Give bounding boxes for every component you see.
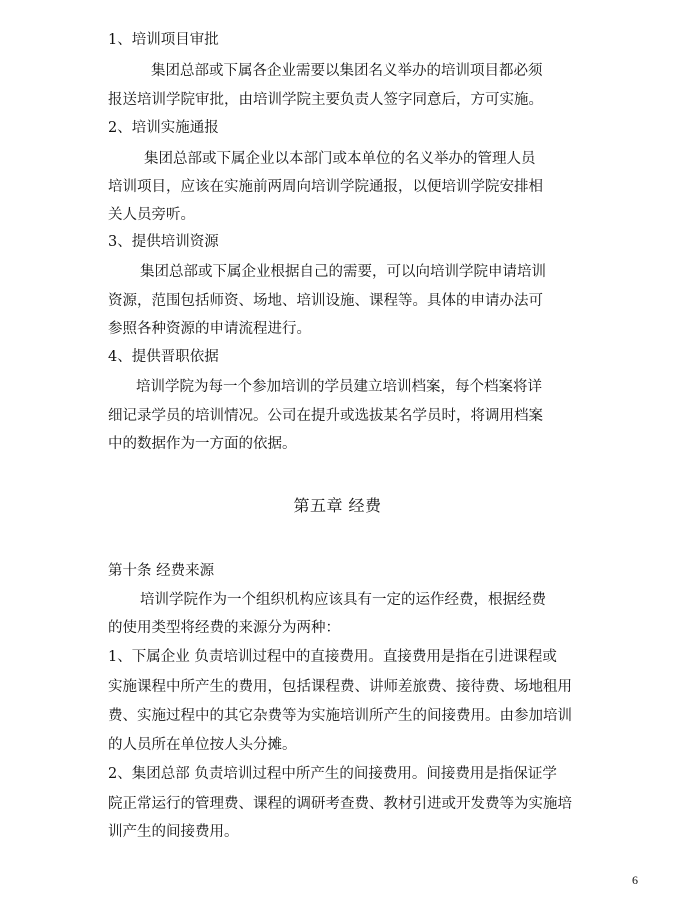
funding-item-1-line: 1、下属企业 负责培训过程中的直接费用。直接费用是指在引进课程或 [108, 649, 557, 665]
item-3-heading: 3、提供培训资源 [108, 234, 219, 250]
chapter-title: 第五章 经费 [293, 496, 382, 515]
item-4-text-line: 中的数据作为一方面的依据。 [108, 436, 297, 452]
funding-item-1-line: 实施课程中所产生的费用，包括课程费、讲师差旅费、接待费、场地租用 [108, 679, 572, 695]
item-2-text-line: 关人员旁听。 [108, 207, 195, 223]
item-3-text-line: 集团总部或下属企业根据自己的需要，可以向培训学院申请培训 [140, 264, 546, 280]
item-1-text-line: 集团总部或下属各企业需要以集团名义举办的培训项目都必须 [151, 63, 543, 79]
item-2-text-line: 培训项目，应该在实施前两周向培训学院通报，以便培训学院安排相 [108, 179, 543, 195]
page-number: 6 [632, 873, 638, 887]
item-3-text-line: 资源，范围包括师资、场地、培训设施、课程等。具体的申请办法可 [108, 293, 543, 309]
item-1-heading: 1、培训项目审批 [108, 32, 219, 48]
item-4-text-line: 培训学院为每一个参加培训的学员建立培训档案，每个档案将详 [136, 379, 542, 395]
article-heading: 第十条 经费来源 [108, 563, 215, 579]
article-text-line: 培训学院作为一个组织机构应该具有一定的运作经费，根据经费 [140, 592, 546, 608]
funding-item-1-line: 的人员所在单位按人头分摊。 [108, 737, 297, 753]
article-text-line: 的使用类型将经费的来源分为两种： [108, 620, 340, 636]
item-2-heading: 2、培训实施通报 [108, 120, 219, 136]
funding-item-2-line: 2、集团总部 负责培训过程中所产生的间接费用。间接费用是指保证学 [108, 766, 557, 782]
item-1-text-line: 报送培训学院审批，由培训学院主要负责人签字同意后，方可实施。 [108, 92, 543, 108]
item-3-text-line: 参照各种资源的申请流程进行。 [108, 321, 311, 337]
item-4-text-line: 细记录学员的培训情况。公司在提升或选拔某名学员时，将调用档案 [108, 408, 543, 424]
item-4-heading: 4、提供晋职依据 [108, 349, 219, 365]
funding-item-1-line: 费、实施过程中的其它杂费等为实施培训所产生的间接费用。由参加培训 [108, 708, 572, 724]
funding-item-2-line: 院正常运行的管理费、课程的调研考查费、教材引进或开发费等为实施培 [108, 796, 572, 812]
funding-item-2-line: 训产生的间接费用。 [108, 824, 239, 840]
item-2-text-line: 集团总部或下属企业以本部门或本单位的名义举办的管理人员 [144, 151, 536, 167]
